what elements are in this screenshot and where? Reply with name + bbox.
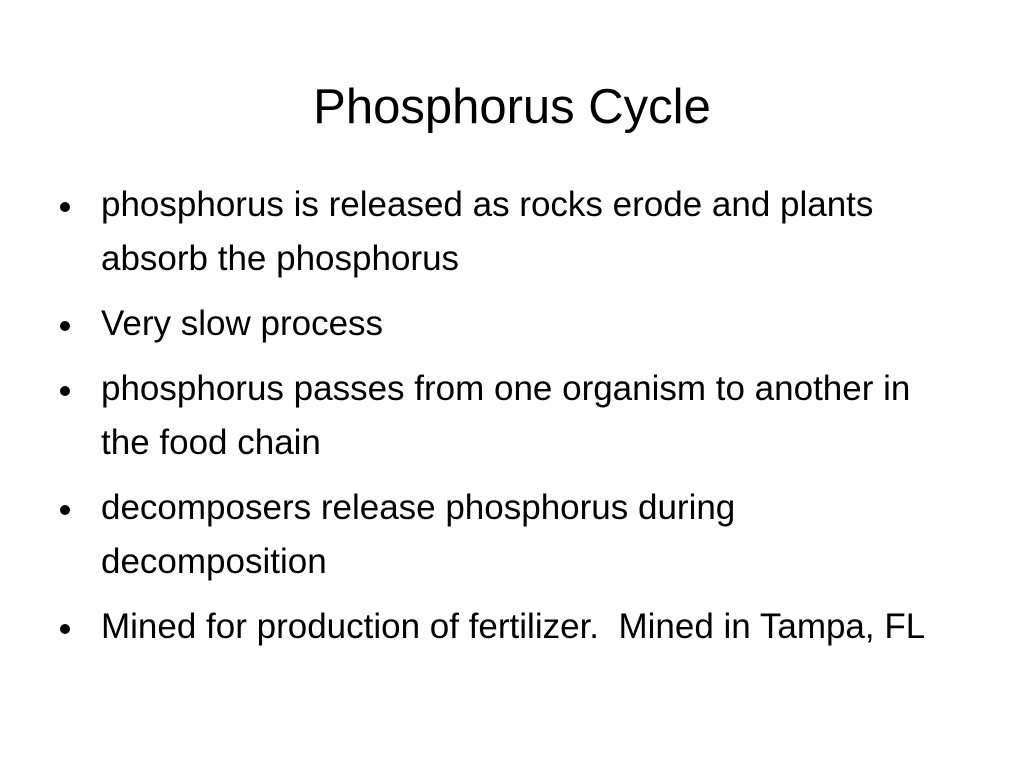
- bullet-item-1: [56, 178, 956, 286]
- bullet-text-1: phosphorus is released as rocks erode and plants absorb the phosphorus: [101, 185, 874, 278]
- bullet-item-5: [56, 600, 956, 654]
- bullet-dot-icon: [60, 321, 70, 331]
- bullet-item-2: [56, 297, 956, 351]
- bullet-item-3: [56, 362, 956, 470]
- bullet-text-2: Very slow process: [101, 304, 384, 343]
- bullet-list: [56, 178, 956, 665]
- bullet-text-5: Mined for production of fertilizer. Mined in Tampa, FL: [101, 607, 926, 646]
- bullet-text-3: phosphorus passes from one organism to another in the food chain: [101, 369, 911, 462]
- bullet-dot-icon: [60, 202, 70, 212]
- slide-title: Phosphorus Cycle: [313, 80, 711, 134]
- bullet-item-4: [56, 481, 956, 589]
- bullet-dot-icon: [60, 624, 70, 634]
- bullet-text-4: decomposers release phosphorus during decomposition: [101, 488, 736, 581]
- bullet-dot-icon: [60, 386, 70, 396]
- bullet-dot-icon: [60, 505, 70, 515]
